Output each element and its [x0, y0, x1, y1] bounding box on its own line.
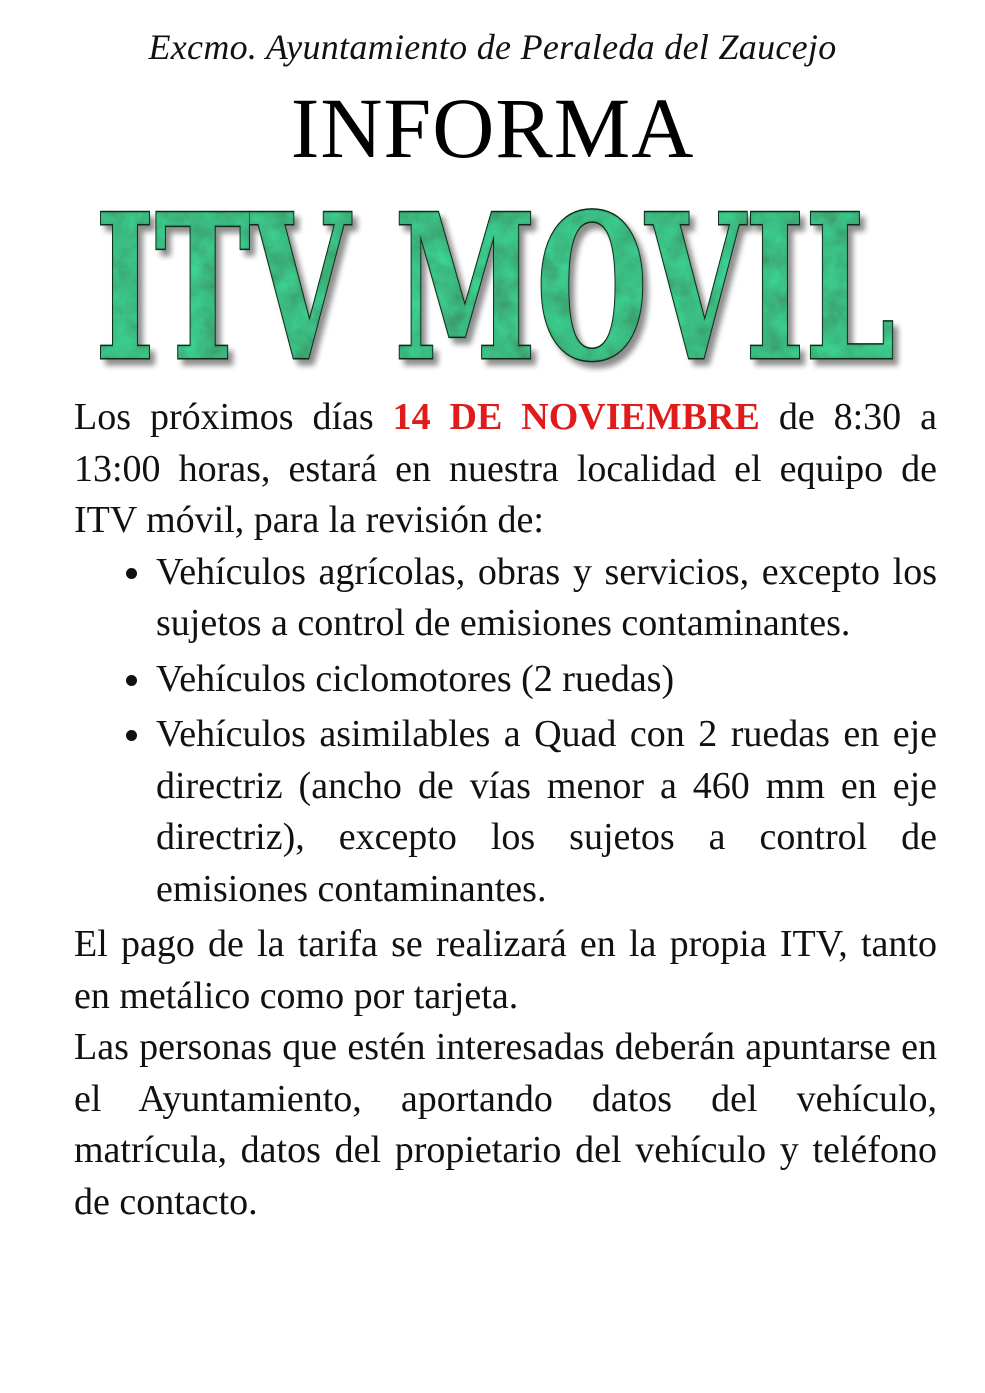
itv-movil-title-text: ITV MOVIL: [95, 180, 895, 380]
notice-body: [74, 392, 937, 1228]
list-item: [156, 654, 937, 706]
itv-movil-title-texture: ITV MOVIL: [95, 180, 895, 380]
list-item: [156, 709, 937, 915]
intro-after: de 8:30 a 13:00 horas, estará en nuestra localidad el equipo de ITV móvil, para la revisión de:: [74, 396, 937, 541]
intro-before: Los próximos días: [74, 396, 393, 438]
date-highlight: 14 DE NOVIEMBRE: [392, 396, 760, 438]
bullet-icon: [126, 568, 137, 579]
bullet-icon: [126, 675, 137, 686]
list-item-text: Vehículos asimilables a Quad con 2 ruedas en eje directriz (ancho de vías menor a 460 mm en eje directriz), excepto los sujetos a control de emisiones contaminantes.: [156, 713, 937, 910]
itv-movil-title-graphic: [70, 180, 920, 380]
list-item: [156, 547, 937, 650]
payment-paragraph: El pago de la tarifa se realizará en la propia ITV, tanto en metálico como por tarjeta.: [74, 923, 937, 1017]
organization-name: Excmo. Ayuntamiento de Peraleda del Zaucejo: [148, 27, 837, 67]
vehicle-list: [74, 547, 937, 916]
list-item-text: Vehículos ciclomotores (2 ruedas): [156, 657, 675, 700]
informa-heading: INFORMA: [290, 80, 695, 176]
list-item-text: Vehículos agrícolas, obras y servicios, excepto los sujetos a control de emisiones contaminantes.: [156, 550, 937, 644]
registration-paragraph: Las personas que estén interesadas deberán apuntarse en el Ayuntamiento, aportando datos del vehículo, matrícula, datos del propietario del vehículo y teléfono de contacto.: [74, 1026, 937, 1223]
itv-movil-title: [70, 180, 920, 380]
bullet-icon: [126, 730, 137, 741]
intro-paragraph: [74, 392, 937, 547]
